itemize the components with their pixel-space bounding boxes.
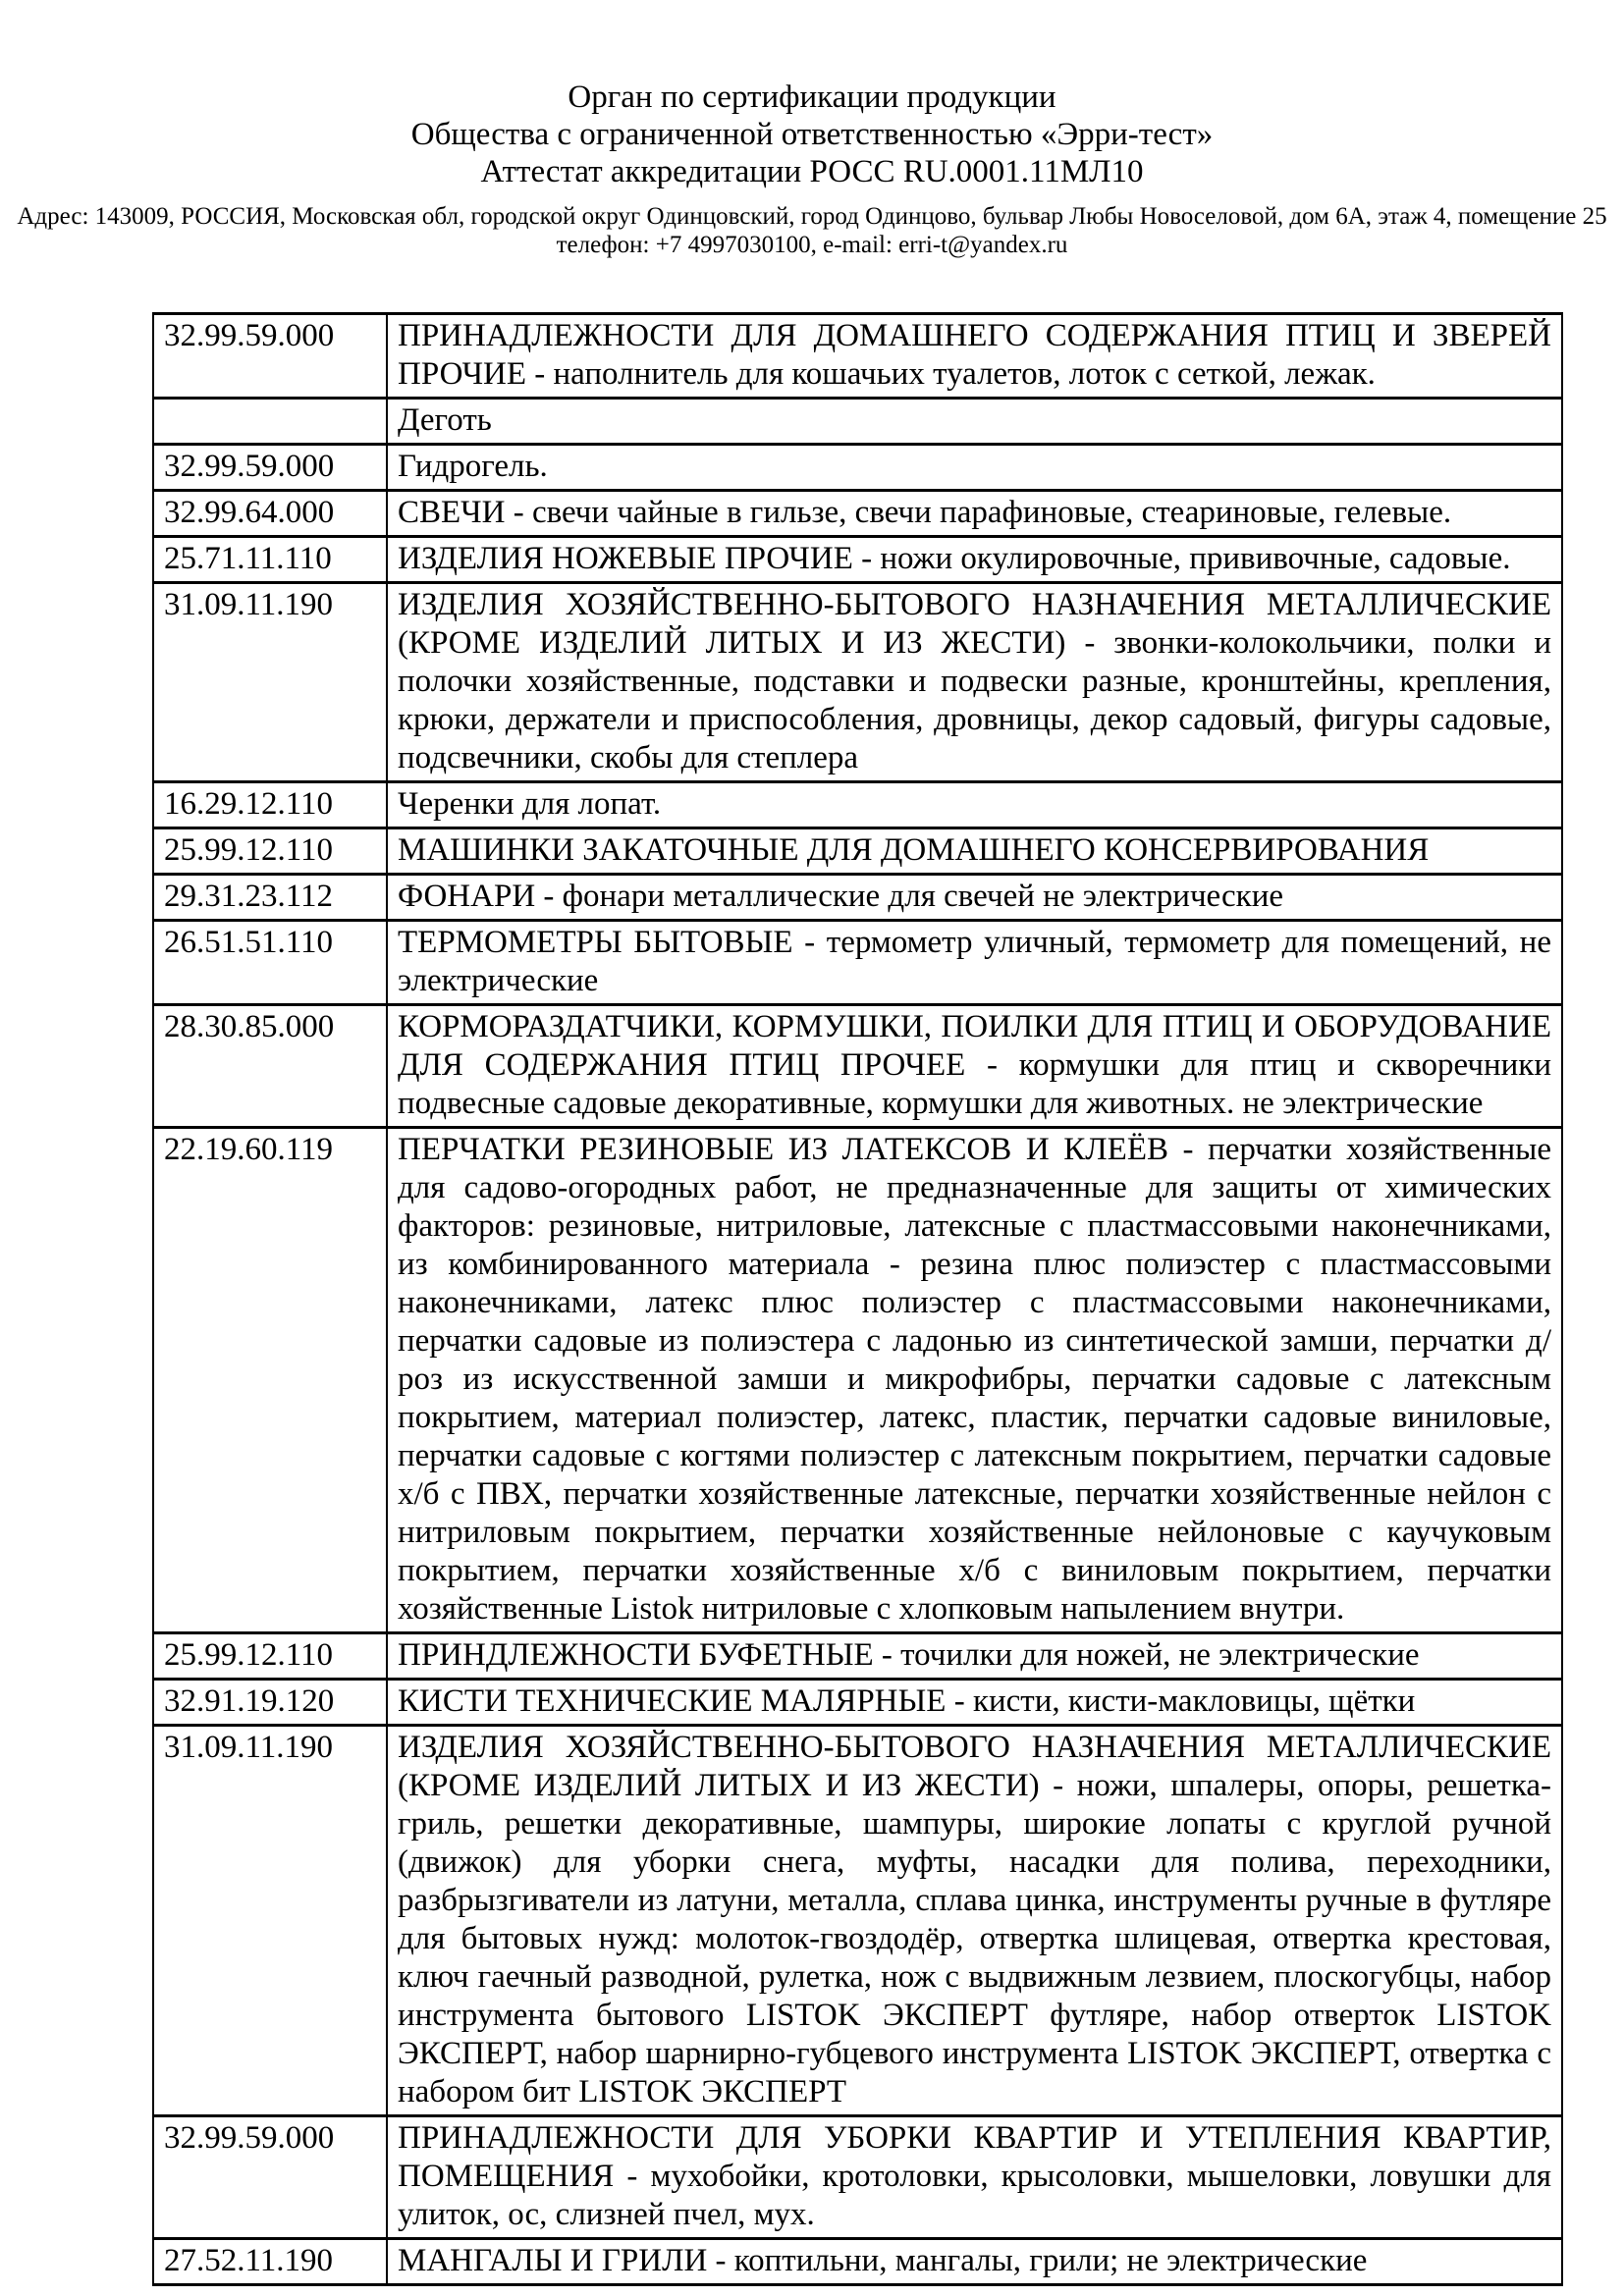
description-cell: Гидрогель. [387, 445, 1562, 491]
code-cell: 31.09.11.190 [153, 1726, 387, 2116]
code-cell: 22.19.60.119 [153, 1128, 387, 1633]
certification-scope-table [152, 312, 1563, 2286]
table-row [153, 1005, 1562, 1128]
code-cell: 31.09.11.190 [153, 583, 387, 782]
description-cell: Деготь [387, 399, 1562, 445]
table-row [153, 583, 1562, 782]
table-row [153, 314, 1562, 399]
code-cell [153, 399, 387, 445]
code-cell: 16.29.12.110 [153, 782, 387, 828]
description-cell: ПРИНАДЛЕЖНОСТИ ДЛЯ УБОРКИ КВАРТИР И УТЕПЛЕНИЯ КВАРТИР, ПОМЕЩЕНИЯ - мухобойки, кротоловки, крысоловки, мышеловки, ловушки для улиток, ос, слизней пчел, мух. [387, 2116, 1562, 2239]
code-cell: 25.71.11.110 [153, 537, 387, 583]
code-cell: 26.51.51.110 [153, 921, 387, 1005]
table-row [153, 921, 1562, 1005]
table-row [153, 828, 1562, 875]
code-cell: 32.99.59.000 [153, 314, 387, 399]
code-cell: 32.99.59.000 [153, 445, 387, 491]
table-row [153, 445, 1562, 491]
code-cell: 25.99.12.110 [153, 828, 387, 875]
org-name: Общества с ограниченной ответственностью «Эрри-тест» [410, 117, 1214, 152]
table-row [153, 491, 1562, 537]
description-cell: ИЗДЕЛИЯ НОЖЕВЫЕ ПРОЧИЕ - ножи окулировочные, прививочные, садовые. [387, 537, 1562, 583]
table-row [153, 399, 1562, 445]
table-row [153, 875, 1562, 921]
table-row [153, 2116, 1562, 2239]
description-cell: Черенки для лопат. [387, 782, 1562, 828]
accreditation-number: Аттестат аккредитации РОСС RU.0001.11МЛ10 [480, 154, 1144, 189]
table-row [153, 537, 1562, 583]
description-cell: ИЗДЕЛИЯ ХОЗЯЙСТВЕННО-БЫТОВОГО НАЗНАЧЕНИЯ МЕТАЛЛИЧЕСКИЕ (КРОМЕ ИЗДЕЛИЙ ЛИТЫХ И ИЗ ЖЕСТИ) - ножи, шпалеры, опоры, решетка-гриль, решетки декоративные, шампуры, широкие лопаты с круглой ручной (движок) для уборки снега, муфты, насадки для полива, переходники, разбрызгиватели из латуни, металла, сплава цинка, инструменты ручные в футляре для бытовых нужд: молоток-гвоздодёр, отвертка шлицевая, отвертка крестовая, ключ гаечный разводной, рулетка, нож с выдвижным лезвием, плоскогубцы, набор инструмента бытового LISTOK ЭКСПЕРТ футляре, набор отверток LISTOK ЭКСПЕРТ, набор шарнирно-губцевого инструмента LISTOK ЭКСПЕРТ, отвертка с набором бит LISTOK ЭКСПЕРТ [387, 1726, 1562, 2116]
code-cell: 32.91.19.120 [153, 1680, 387, 1726]
code-cell: 32.99.59.000 [153, 2116, 387, 2239]
description-cell: ФОНАРИ - фонари металлические для свечей не электрические [387, 875, 1562, 921]
table-row [153, 1680, 1562, 1726]
table-row [153, 1633, 1562, 1680]
description-cell: ПЕРЧАТКИ РЕЗИНОВЫЕ ИЗ ЛАТЕКСОВ И КЛЕЁВ - перчатки хозяйственные для садово-огородных работ, не предназначенные для защиты от химических факторов: резиновые, нитриловые, латексные с пластмассовыми наконечниками, из комбинированного материала - резина плюс полиэстер с пластмассовыми наконечниками, латекс плюс полиэстер с пластмассовыми наконечниками, перчатки садовые из полиэстера с ладонью из синтетической замши, перчатки д/роз из искусственной замши и микрофибры, перчатки садовые с латексным покрытием, материал полиэстер, латекс, пластик, перчатки садовые виниловые, перчатки садовые с когтями полиэстер с латексным покрытием, перчатки садовые х/б с ПВХ, перчатки хозяйственные латексные, перчатки хозяйственные нейлон с нитриловым покрытием, перчатки хозяйственные нейлоновые с каучуковым покрытием, перчатки хозяйственные х/б с виниловым покрытием, перчатки хозяйственные Listok нитриловые с хлопковым напылением внутри. [387, 1128, 1562, 1633]
description-cell: ИЗДЕЛИЯ ХОЗЯЙСТВЕННО-БЫТОВОГО НАЗНАЧЕНИЯ МЕТАЛЛИЧЕСКИЕ (КРОМЕ ИЗДЕЛИЙ ЛИТЫХ И ИЗ ЖЕСТИ) - звонки-колокольчики, полки и полочки хозяйственные, подставки и подвески разные, кронштейны, крепления, крюки, держатели и приспособления, дровницы, декор садовый, фигуры садовые, подсвечники, скобы для степлера [387, 583, 1562, 782]
description-cell: ТЕРМОМЕТРЫ БЫТОВЫЕ - термометр уличный, термометр для помещений, не электрические [387, 921, 1562, 1005]
description-cell: КОРМОРАЗДАТЧИКИ, КОРМУШКИ, ПОИЛКИ ДЛЯ ПТИЦ И ОБОРУДОВАНИЕ ДЛЯ СОДЕРЖАНИЯ ПТИЦ ПРОЧЕЕ - кормушки для птиц и скворечники подвесные садовые декоративные, кормушки для животных. не электрические [387, 1005, 1562, 1128]
table-row [153, 2239, 1562, 2285]
description-cell: МАНГАЛЫ И ГРИЛИ - коптильни, мангалы, грили; не электрические [387, 2239, 1562, 2285]
code-cell: 28.30.85.000 [153, 1005, 387, 1128]
table-row [153, 1726, 1562, 2116]
code-cell: 27.52.11.190 [153, 2239, 387, 2285]
description-cell: ПРИНДЛЕЖНОСТИ БУФЕТНЫЕ - точилки для ножей, не электрические [387, 1633, 1562, 1680]
code-cell: 29.31.23.112 [153, 875, 387, 921]
org-contact: телефон: +7 4997030100, e-mail: erri-t@yandex.ru [556, 232, 1068, 258]
table-row [153, 782, 1562, 828]
table-row [153, 1128, 1562, 1633]
description-cell: МАШИНКИ ЗАКАТОЧНЫЕ ДЛЯ ДОМАШНЕГО КОНСЕРВИРОВАНИЯ [387, 828, 1562, 875]
org-title: Орган по сертификации продукции [568, 80, 1056, 115]
document-header [0, 0, 1624, 259]
description-cell: КИСТИ ТЕХНИЧЕСКИЕ МАЛЯРНЫЕ - кисти, кисти-макловицы, щётки [387, 1680, 1562, 1726]
product-table-body [153, 314, 1562, 2285]
description-cell: СВЕЧИ - свечи чайные в гильзе, свечи парафиновые, стеариновые, гелевые. [387, 491, 1562, 537]
org-address: Адрес: 143009, РОССИЯ, Московская обл, городской округ Одинцовский, город Одинцово, бульвар Любы Новоселовой, дом 6А, этаж 4, помещение 25 [17, 203, 1607, 230]
description-cell: ПРИНАДЛЕЖНОСТИ ДЛЯ ДОМАШНЕГО СОДЕРЖАНИЯ ПТИЦ И ЗВЕРЕЙ ПРОЧИЕ - наполнитель для кошачьих туалетов, лоток с сеткой, лежак. [387, 314, 1562, 399]
code-cell: 25.99.12.110 [153, 1633, 387, 1680]
code-cell: 32.99.64.000 [153, 491, 387, 537]
